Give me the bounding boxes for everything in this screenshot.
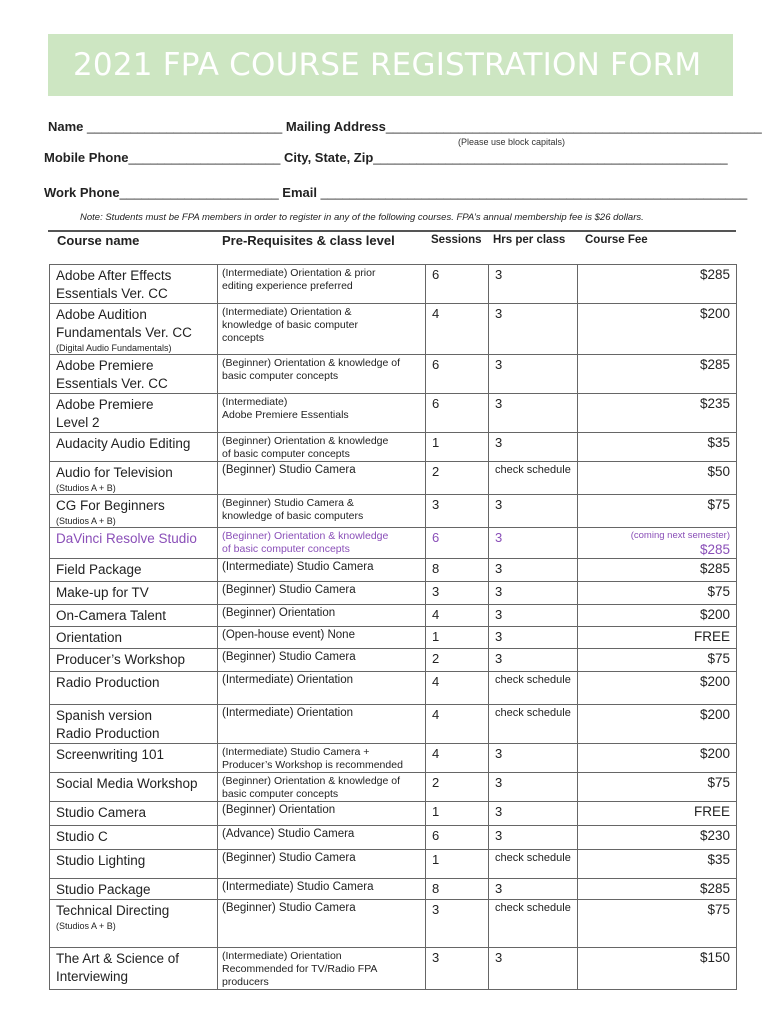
table-row <box>50 265 737 304</box>
course-fee <box>578 672 737 705</box>
fee-amount: $75 <box>707 584 730 599</box>
course-sessions: 1 <box>426 433 489 462</box>
course-sessions: 2 <box>426 773 489 802</box>
table-row <box>50 826 737 850</box>
course-name-line: Studio C <box>56 829 108 844</box>
course-name <box>50 582 218 605</box>
mailing-hint: (Please use block capitals) <box>458 137 566 147</box>
fee-amount: $230 <box>699 828 730 843</box>
table-row <box>50 773 737 802</box>
course-name <box>50 433 218 462</box>
course-fee <box>578 649 737 672</box>
table-row <box>50 582 737 605</box>
course-fee <box>578 627 737 649</box>
course-prereq <box>218 802 426 826</box>
form-title: 2021 FPA COURSE REGISTRATION FORM <box>73 47 702 83</box>
course-sessions: 1 <box>426 627 489 649</box>
fee-amount: $235 <box>699 396 730 411</box>
course-name-line: Social Media Workshop <box>56 776 198 791</box>
fee-amount: $200 <box>699 674 730 689</box>
fee-amount: $35 <box>707 852 730 867</box>
prereq-line: editing experience preferred <box>222 280 353 292</box>
course-prereq <box>218 672 426 705</box>
course-name-line: Radio Production <box>56 726 160 741</box>
course-sessions: 8 <box>426 559 489 582</box>
course-subtitle: (Studios A + B) <box>56 483 116 493</box>
prereq-line: (Beginner) Orientation & knowledge of <box>222 357 401 369</box>
course-prereq <box>218 649 426 672</box>
email-label: Email <box>282 185 317 200</box>
name-label: Name <box>48 119 84 134</box>
table-row <box>50 605 737 627</box>
course-prereq <box>218 528 426 559</box>
course-name <box>50 900 218 948</box>
course-fee <box>578 582 737 605</box>
prereq-line: (Intermediate) Studio Camera + <box>222 746 370 758</box>
course-prereq <box>218 559 426 582</box>
course-name <box>50 826 218 850</box>
course-prereq <box>218 462 426 495</box>
course-name-line: Field Package <box>56 562 142 577</box>
course-fee <box>578 528 737 559</box>
course-hours: check schedule <box>489 850 578 879</box>
header-rule <box>48 230 736 232</box>
course-name <box>50 948 218 990</box>
course-hours: 3 <box>489 773 578 802</box>
course-name-line: Fundamentals Ver. CC <box>56 325 192 340</box>
fee-amount: $75 <box>707 775 730 790</box>
course-name-line: Adobe Premiere <box>56 397 154 412</box>
city-line[interactable]: _________________________________________________ <box>373 150 728 165</box>
course-name <box>50 528 218 559</box>
course-prereq <box>218 900 426 948</box>
course-name-line: Adobe Audition <box>56 307 147 322</box>
table-row <box>50 649 737 672</box>
course-sessions: 4 <box>426 605 489 627</box>
course-subtitle: (Studios A + B) <box>56 921 116 931</box>
course-sessions: 2 <box>426 649 489 672</box>
course-hours: 3 <box>489 394 578 433</box>
prereq-line: (Intermediate) Studio Camera <box>222 881 374 893</box>
course-hours: check schedule <box>489 462 578 495</box>
course-name-line: Level 2 <box>56 415 100 430</box>
course-fee <box>578 826 737 850</box>
fee-amount: $285 <box>699 357 730 372</box>
course-name-line: Technical Directing <box>56 903 170 918</box>
course-fee <box>578 355 737 394</box>
table-row <box>50 304 737 355</box>
course-fee <box>578 605 737 627</box>
course-prereq <box>218 304 426 355</box>
course-name-line: Adobe Premiere <box>56 358 154 373</box>
prereq-line: (Intermediate) Orientation & prior <box>222 267 376 279</box>
course-hours: 3 <box>489 826 578 850</box>
table-row <box>50 355 737 394</box>
mailing-label: Mailing Address <box>285 119 386 134</box>
course-prereq <box>218 433 426 462</box>
course-name-line: Make-up for TV <box>56 585 149 600</box>
course-hours: 3 <box>489 605 578 627</box>
name-field[interactable] <box>48 119 762 134</box>
course-name <box>50 605 218 627</box>
fee-amount: $200 <box>699 306 730 321</box>
course-name-line: Interviewing <box>56 969 129 984</box>
course-name-line: Studio Package <box>56 882 151 897</box>
fee-note: (coming next semester) <box>630 530 730 541</box>
col-prereq: Pre-Requisites & class level <box>222 233 395 248</box>
course-name-line: CG For Beginners <box>56 498 165 513</box>
course-prereq <box>218 495 426 528</box>
course-name <box>50 355 218 394</box>
prereq-line: (Intermediate) Orientation <box>222 707 354 719</box>
table-row <box>50 495 737 528</box>
course-hours: 3 <box>489 948 578 990</box>
table-row <box>50 948 737 990</box>
fee-amount: $285 <box>699 542 730 557</box>
mobile-label: Mobile Phone <box>44 150 129 165</box>
course-name <box>50 265 218 304</box>
prereq-line: basic computer concepts <box>222 370 339 382</box>
course-fee <box>578 394 737 433</box>
course-sessions: 4 <box>426 304 489 355</box>
prereq-line: knowledge of basic computers <box>222 510 364 522</box>
fee-amount: $75 <box>707 902 730 917</box>
course-name-line: Radio Production <box>56 675 160 690</box>
course-name <box>50 627 218 649</box>
table-row <box>50 528 737 559</box>
col-hours: Hrs per class <box>493 234 566 246</box>
course-sessions: 3 <box>426 495 489 528</box>
course-hours: 3 <box>489 528 578 559</box>
course-prereq <box>218 582 426 605</box>
prereq-line: concepts <box>222 332 265 344</box>
course-hours: 3 <box>489 355 578 394</box>
course-prereq <box>218 627 426 649</box>
course-fee <box>578 304 737 355</box>
course-name-line: DaVinci Resolve Studio <box>56 531 197 546</box>
fee-amount: $75 <box>707 497 730 512</box>
course-sessions: 6 <box>426 528 489 559</box>
work-label: Work Phone <box>44 185 120 200</box>
course-sessions: 3 <box>426 948 489 990</box>
course-hours: check schedule <box>489 900 578 948</box>
course-prereq <box>218 355 426 394</box>
course-sessions: 4 <box>426 672 489 705</box>
course-prereq <box>218 879 426 900</box>
table-row <box>50 672 737 705</box>
table-row <box>50 433 737 462</box>
mobile-field[interactable] <box>44 150 728 165</box>
prereq-line: (Intermediate) <box>222 396 288 408</box>
course-fee <box>578 900 737 948</box>
prereq-line: Producer’s Workshop is recommended <box>222 759 403 771</box>
course-hours: 3 <box>489 495 578 528</box>
membership-note: Note: Students must be FPA members in order to register in any of the following courses. FPA’s annual membership fee is $26 dollars. <box>80 212 644 223</box>
course-name-line: Audacity Audio Editing <box>56 436 191 451</box>
course-hours: 3 <box>489 879 578 900</box>
prereq-line: (Beginner) Studio Camera <box>222 464 356 476</box>
table-row <box>50 744 737 773</box>
prereq-line: (Intermediate) Orientation <box>222 950 342 962</box>
table-row <box>50 900 737 948</box>
prereq-line: (Intermediate) Orientation <box>222 674 354 686</box>
course-hours: 3 <box>489 265 578 304</box>
course-fee <box>578 705 737 744</box>
fee-amount: $285 <box>699 267 730 282</box>
prereq-line: (Beginner) Studio Camera <box>222 902 356 914</box>
fee-amount: $75 <box>707 651 730 666</box>
prereq-line: basic computer concepts <box>222 788 339 800</box>
prereq-line: knowledge of basic computer <box>222 319 358 331</box>
fee-amount: $150 <box>699 950 730 965</box>
prereq-line: of basic computer concepts <box>222 543 350 555</box>
table-row <box>50 394 737 433</box>
table-row <box>50 627 737 649</box>
course-name <box>50 744 218 773</box>
course-sessions: 4 <box>426 744 489 773</box>
course-name-line: Studio Camera <box>56 805 147 820</box>
course-sessions: 6 <box>426 826 489 850</box>
course-hours: 3 <box>489 649 578 672</box>
prereq-line: (Beginner) Studio Camera <box>222 852 356 864</box>
course-fee <box>578 744 737 773</box>
course-name-line: Audio for Television <box>56 465 173 480</box>
prereq-line: (Advance) Studio Camera <box>222 828 355 840</box>
course-name-line: Studio Lighting <box>56 853 146 868</box>
course-name-line: Screenwriting 101 <box>56 747 165 762</box>
prereq-line: (Beginner) Orientation & knowledge <box>222 435 389 447</box>
course-name <box>50 495 218 528</box>
course-prereq <box>218 705 426 744</box>
course-name <box>50 559 218 582</box>
course-name-line: Essentials Ver. CC <box>56 376 168 391</box>
course-name-line: On-Camera Talent <box>56 608 167 623</box>
table-row <box>50 705 737 744</box>
course-hours: 3 <box>489 582 578 605</box>
prereq-line: (Beginner) Studio Camera & <box>222 497 354 509</box>
course-prereq <box>218 394 426 433</box>
course-name <box>50 773 218 802</box>
course-name <box>50 879 218 900</box>
course-fee <box>578 948 737 990</box>
course-name <box>50 304 218 355</box>
course-fee <box>578 495 737 528</box>
fee-amount: $285 <box>699 881 730 896</box>
prereq-line: producers <box>222 976 269 988</box>
course-fee <box>578 850 737 879</box>
table-row <box>50 802 737 826</box>
course-prereq <box>218 850 426 879</box>
course-subtitle: (Digital Audio Fundamentals) <box>56 343 172 353</box>
course-name-line: Spanish version <box>56 708 153 723</box>
table-row <box>50 879 737 900</box>
course-hours: check schedule <box>489 705 578 744</box>
fee-amount: $200 <box>699 746 730 761</box>
prereq-line: (Beginner) Orientation & knowledge <box>222 530 389 542</box>
fee-amount: FREE <box>693 629 730 644</box>
course-fee <box>578 265 737 304</box>
course-hours: 3 <box>489 627 578 649</box>
course-prereq <box>218 265 426 304</box>
prereq-line: (Beginner) Studio Camera <box>222 584 356 596</box>
fee-amount: $200 <box>699 607 730 622</box>
course-name <box>50 649 218 672</box>
course-sessions: 6 <box>426 265 489 304</box>
table-row <box>50 462 737 495</box>
city-label: City, State, Zip <box>283 150 374 165</box>
col-fee: Course Fee <box>585 234 648 246</box>
work-field[interactable] <box>44 185 747 200</box>
prereq-line: (Beginner) Orientation & knowledge of <box>222 775 401 787</box>
course-sessions: 2 <box>426 462 489 495</box>
course-sessions: 1 <box>426 802 489 826</box>
course-name-line: The Art & Science of <box>56 951 180 966</box>
fee-amount: FREE <box>693 804 730 819</box>
course-name <box>50 850 218 879</box>
email-line[interactable]: ___________________________________________________________ <box>320 185 748 200</box>
course-sessions: 8 <box>426 879 489 900</box>
col-course: Course name <box>57 233 140 248</box>
prereq-line: (Beginner) Orientation <box>222 607 336 619</box>
course-name <box>50 394 218 433</box>
prereq-line: of basic computer concepts <box>222 448 350 460</box>
course-hours: 3 <box>489 433 578 462</box>
mobile-line[interactable]: _____________________ <box>128 150 281 165</box>
course-name-line: Orientation <box>56 630 123 645</box>
fee-amount: $35 <box>707 435 730 450</box>
course-sessions: 6 <box>426 394 489 433</box>
course-sessions: 4 <box>426 705 489 744</box>
course-fee <box>578 802 737 826</box>
course-fee <box>578 879 737 900</box>
course-name-line: Essentials Ver. CC <box>56 286 168 301</box>
mailing-line[interactable]: ____________________________________________________ <box>385 119 762 134</box>
prereq-line: (Intermediate) Orientation & <box>222 306 352 318</box>
course-name <box>50 672 218 705</box>
course-prereq <box>218 826 426 850</box>
course-hours: 3 <box>489 559 578 582</box>
courses-table <box>49 264 737 990</box>
course-prereq <box>218 744 426 773</box>
course-prereq <box>218 948 426 990</box>
fee-amount: $50 <box>707 464 730 479</box>
course-subtitle: (Studios A + B) <box>56 516 116 526</box>
course-hours: check schedule <box>489 672 578 705</box>
course-sessions: 3 <box>426 900 489 948</box>
prereq-line: (Beginner) Orientation <box>222 804 336 816</box>
course-prereq <box>218 605 426 627</box>
course-name <box>50 705 218 744</box>
course-sessions: 6 <box>426 355 489 394</box>
course-hours: 3 <box>489 802 578 826</box>
fee-amount: $200 <box>699 707 730 722</box>
prereq-line: (Open-house event) None <box>222 629 355 641</box>
course-fee <box>578 433 737 462</box>
prereq-line: (Beginner) Studio Camera <box>222 651 356 663</box>
prereq-line: Adobe Premiere Essentials <box>222 409 349 421</box>
course-name-line: Adobe After Effects <box>56 268 172 283</box>
course-fee <box>578 559 737 582</box>
prereq-line: (Intermediate) Studio Camera <box>222 561 374 573</box>
course-sessions: 1 <box>426 850 489 879</box>
work-line[interactable]: ______________________ <box>119 185 279 200</box>
course-fee <box>578 773 737 802</box>
prereq-line: Recommended for TV/Radio FPA <box>222 963 378 975</box>
fee-amount: $285 <box>699 561 730 576</box>
title-banner <box>48 34 733 96</box>
course-name <box>50 802 218 826</box>
course-hours: 3 <box>489 304 578 355</box>
col-sessions: Sessions <box>431 234 482 246</box>
course-prereq <box>218 773 426 802</box>
course-sessions: 3 <box>426 582 489 605</box>
course-name-line: Producer’s Workshop <box>56 652 186 667</box>
course-hours: 3 <box>489 744 578 773</box>
course-fee <box>578 462 737 495</box>
table-row <box>50 559 737 582</box>
name-line[interactable]: ___________________________ <box>87 119 283 134</box>
course-name <box>50 462 218 495</box>
table-row <box>50 850 737 879</box>
